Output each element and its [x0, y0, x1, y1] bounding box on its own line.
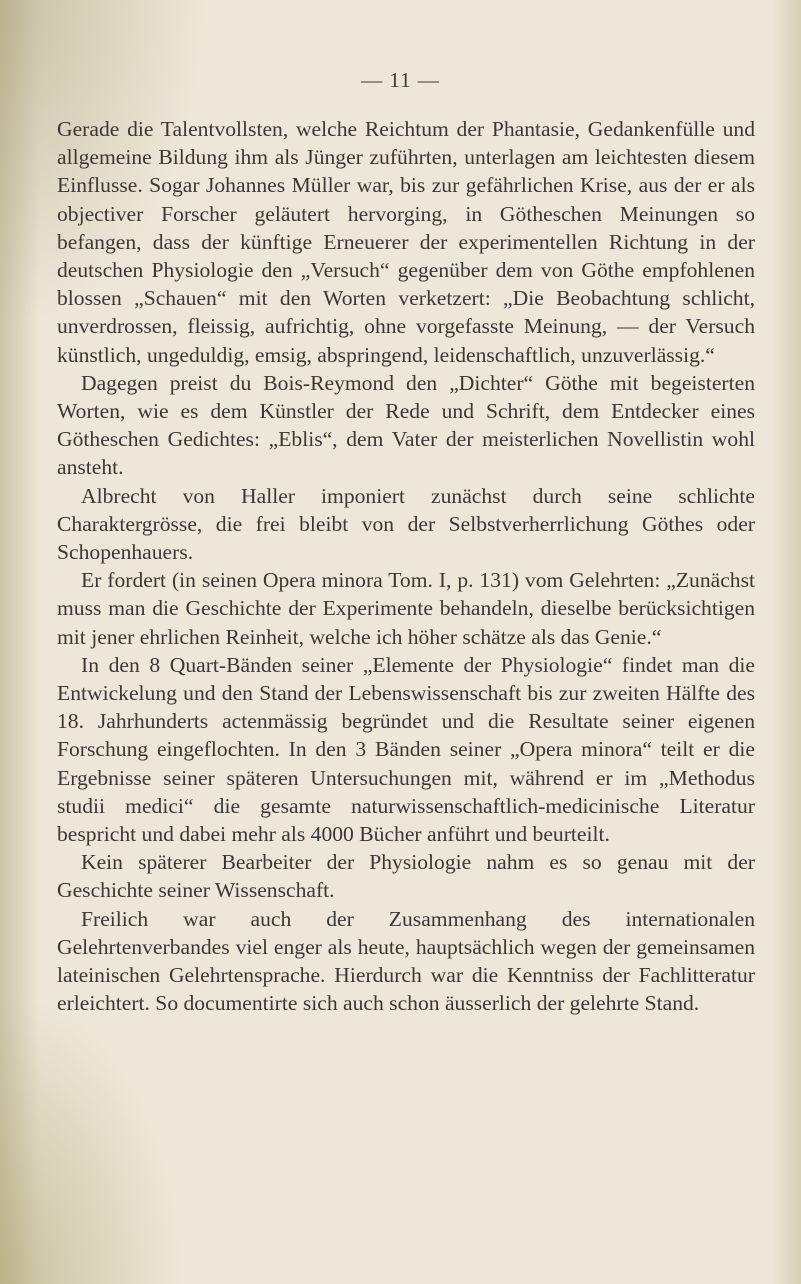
paragraph-1: Gerade die Talentvollsten, welche Reichtum der Phantasie, Gedankenfülle und allgemeine Bildung ihm als Jünger zuführten, unterlagen am leichtesten diesem Einflusse. Sogar Johannes Müller war, bis zur gefährlichen Krise, aus der er als objectiver Forscher geläutert hervorging, in Götheschen Meinungen so befangen, dass der künftige Erneuerer der experimentellen Richtung in der deutschen Physiologie den „Versuch“ gegenüber dem von Göthe empfohlenen blossen „Schauen“ mit den Worten verketzert: „Die Beobachtung schlicht, unverdrossen, fleissig, aufrichtig, ohne vorgefasste Meinung, — der Versuch künstlich, ungeduldig, emsig, abspringend, leidenschaftlich, unzuverlässig.“: [57, 117, 755, 367]
paragraph-7: Freilich war auch der Zusammenhang des internationalen Gelehrtenverbandes viel enger als heute, hauptsächlich wegen der gemeinsamen lateinischen Gelehrtensprache. Hierdurch war die Kenntniss der Fachlitteratur erleichtert. So documentirte sich auch schon äusserlich der gelehrte Stand.: [57, 906, 755, 1016]
paragraph-6: Kein späterer Bearbeiter der Physiologie nahm es so genau mit der Geschichte seiner Wissenschaft.: [57, 850, 755, 903]
page-number: — 11 —: [361, 68, 440, 92]
body-text: [57, 115, 755, 1018]
paragraph-4: Er fordert (in seinen Opera minora Tom. I, p. 131) vom Gelehrten: „Zunächst muss man die Geschichte der Experimente behandeln, dieselbe berücksichtigen mit jener ehrlichen Reinheit, welche ich höher schätze als das Genie.“: [57, 568, 755, 649]
paragraph-5: In den 8 Quart-Bänden seiner „Elemente der Physiologie“ findet man die Entwickelung und den Stand der Lebenswissenschaft bis zur zweiten Hälfte des 18. Jahrhunderts actenmässig begründet und die Resultate seiner eigenen Forschung eingeflochten. In den 3 Bänden seiner „Opera minora“ teilt er die Ergebnisse seiner späteren Untersuchungen mit, während er im „Methodus studii medici“ die gesamte naturwissenschaftlich-medicinische Literatur bespricht und dabei mehr als 4000 Bücher anführt und beurteilt.: [57, 652, 755, 847]
paragraph-2: Dagegen preist du Bois-Reymond den „Dichter“ Göthe mit begeisterten Worten, wie es dem Künstler der Rede und Schrift, dem Entdecker eines Götheschen Gedichtes: „Eblis“, dem Vater der meisterlichen Novellistin wohl ansteht.: [57, 370, 755, 480]
paragraph-3: Albrecht von Haller imponiert zunächst durch seine schlichte Charaktergrösse, die frei bleibt von der Selbstverherrlichung Göthes oder Schopenhauers.: [57, 483, 755, 565]
